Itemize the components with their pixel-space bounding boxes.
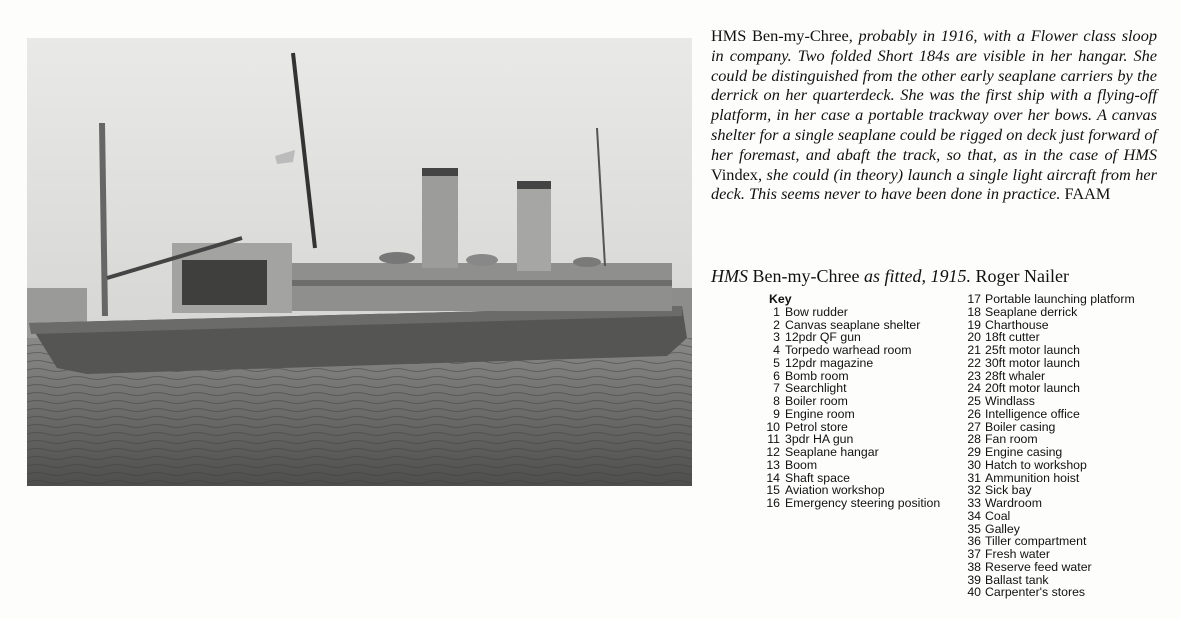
key-item: 32 Sick bay — [967, 483, 1032, 498]
key-item: 5 12pdr magazine — [773, 355, 874, 370]
drawing-credit: Roger Nailer — [975, 266, 1069, 286]
key-item: 25 Windlass — [967, 394, 1035, 408]
key-item: 22 30ft motor launch — [967, 355, 1081, 370]
key-item: 33 Wardroom — [967, 496, 1042, 510]
drawing-ship-name: Ben-my-Chree — [752, 266, 860, 286]
key-item: 18 Seaplane derrick — [967, 304, 1078, 319]
key-item: 7 Searchlight — [773, 381, 847, 396]
key-item: 34 Coal — [967, 508, 1011, 523]
vindex-name: Vindex — [711, 164, 758, 184]
key-item: 26 Intelligence office — [967, 406, 1080, 421]
photo-credit: FAAM — [1064, 184, 1111, 204]
key-item: 11 3pdr HA gun — [767, 432, 854, 447]
key-item: 29 Engine casing — [967, 445, 1063, 459]
key-item: 37 Fresh water — [967, 547, 1050, 561]
key-item: 6 Bomb room — [773, 368, 849, 383]
key-column-2 — [964, 293, 1135, 599]
key-title: Key — [769, 292, 792, 306]
ship-photo-icon — [27, 38, 692, 486]
key-item: 38 Reserve feed water — [967, 559, 1092, 574]
key-column-1 — [765, 293, 940, 510]
photo-caption — [711, 26, 1157, 204]
ship-prefix: HMS — [711, 26, 747, 45]
key-item: 10 Petrol store — [766, 419, 848, 434]
key-item: 20 18ft cutter — [967, 330, 1040, 345]
key-item: 3 12pdr QF gun — [773, 330, 861, 345]
key-item: 1 Bow rudder — [773, 304, 848, 319]
drawing-caption — [711, 265, 1171, 287]
key-item: 31 Ammunition hoist — [967, 470, 1080, 485]
key-item: 12 Seaplane hangar — [766, 445, 879, 459]
key-item: 40 Carpenter's stores — [967, 585, 1086, 600]
key-item: 39 Ballast tank — [967, 572, 1049, 587]
key-item: 21 25ft motor launch — [967, 343, 1081, 357]
key-item: 19 Charthouse — [967, 317, 1049, 332]
key-item: 28 Fan room — [967, 432, 1038, 447]
key-item: 35 Galley — [967, 521, 1020, 536]
caption-text-1: , probably in 1916, with a Flower class sloop in company. Two folded Short 184s are visible in her hangar. She could be distinguished from the other early seaplane carriers by the derrick on her quarterdeck. She was the first ship with a flying-off platform, in her case a portable trackway over her bows. A canvas shelter for a single seaplane could be rigged on deck just forward of her foremast, and abaft the track, so that, as in the case of HMS — [711, 26, 1157, 164]
key-item: 9 Engine room — [773, 406, 855, 421]
key-item: 2 Canvas seaplane shelter — [773, 317, 921, 332]
key-item: 27 Boiler casing — [967, 419, 1056, 434]
key-item: 36 Tiller compartment — [967, 534, 1087, 549]
key-item: 13 Boom — [766, 457, 818, 472]
key-item: 30 Hatch to workshop — [967, 457, 1087, 472]
ship-photo — [27, 38, 692, 486]
key-item: 8 Boiler room — [773, 394, 848, 408]
key-item: 14 Shaft space — [766, 470, 850, 485]
key-item: 23 28ft whaler — [967, 368, 1046, 383]
key-item: 17 Portable launching platform — [967, 292, 1135, 306]
key-item: 16 Emergency steering position — [766, 496, 941, 510]
key-item: 4 Torpedo warhead room — [773, 343, 912, 357]
caption-text-2: , she could (in theory) launch a single light aircraft from her deck. This seems never to have been done in practice. — [711, 164, 1157, 204]
drawing-fitted: as fitted, 1915. — [863, 266, 971, 286]
key-item: 15 Aviation workshop — [766, 483, 885, 498]
ship-name: Ben-my-Chree — [752, 26, 849, 45]
key-item: 24 20ft motor launch — [967, 381, 1081, 396]
drawing-ship-prefix: HMS — [711, 266, 748, 286]
